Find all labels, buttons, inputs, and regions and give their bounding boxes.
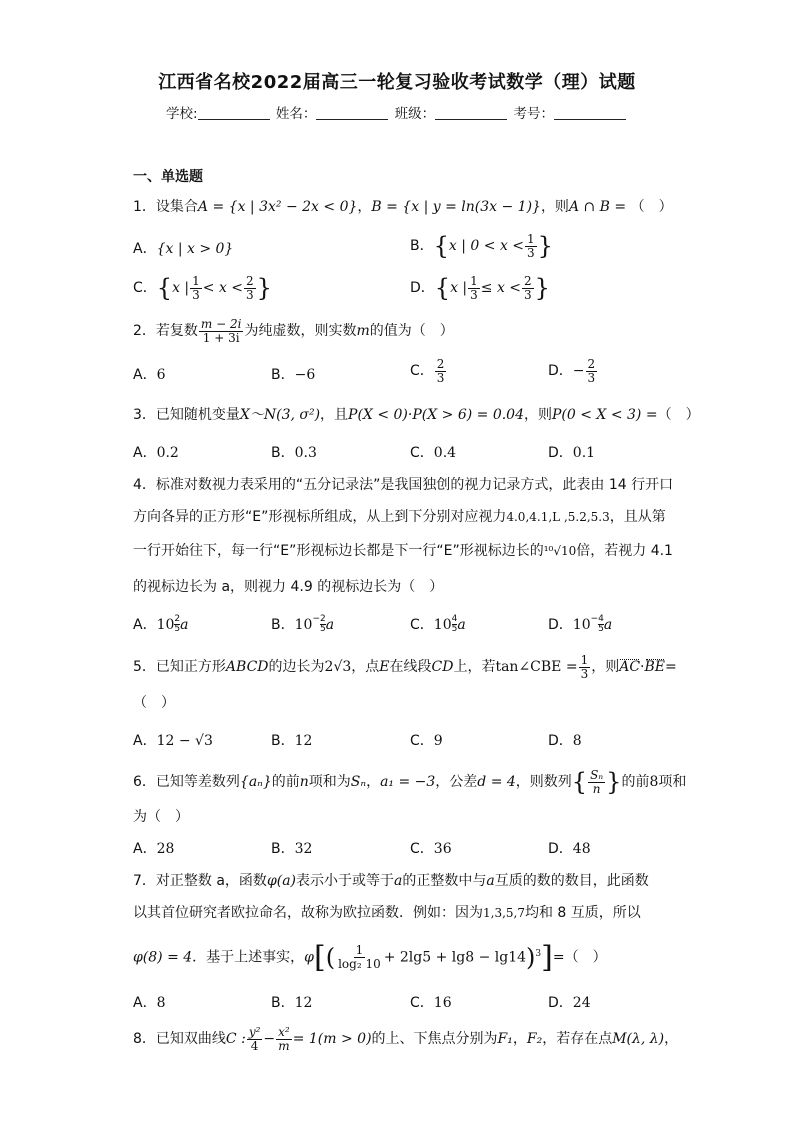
q3-option-d[interactable]: D．0.1	[548, 445, 596, 461]
question-6-line-1: 6．已知等差数列{aₙ}的前n项和为Sₙ，a₁ = −3，公差d = 4，则数列{ $\frac{\text{Sₙ}}{n}$ }的前8项和	[133, 767, 687, 796]
exam-title: 江西省名校2022届高三一轮复习验收考试数学（理）试题	[158, 72, 636, 93]
q5-option-d[interactable]: D．8	[548, 733, 582, 749]
school-label: 学校:	[166, 106, 198, 122]
q7-option-a[interactable]: A．8	[133, 995, 166, 1011]
q3-option-a[interactable]: A．0.2	[133, 445, 179, 461]
q2-option-a[interactable]: A．6	[133, 367, 166, 383]
question-4-line-4: 的视标边长为 a，则视力 4.9 的视标边长为（ ）	[133, 579, 444, 595]
name-blank[interactable]	[316, 106, 388, 120]
q4-option-a[interactable]: A．10 $\frac{2}{5}$ a	[133, 614, 189, 634]
q5-option-c[interactable]: C．9	[410, 733, 443, 749]
q5-option-a[interactable]: A．12 − √3	[133, 733, 213, 749]
q7-option-b[interactable]: B．12	[271, 995, 313, 1011]
q3-option-b[interactable]: B．0.3	[271, 445, 317, 461]
q1-option-c[interactable]: C．{x | $\frac{1}{3}$ < x < $\frac{2}{3}$ }	[133, 273, 272, 302]
class-blank[interactable]	[435, 106, 507, 120]
q7-option-c[interactable]: C．16	[410, 995, 452, 1011]
question-3-stem: 3．已知随机变量X～N(3, σ²)，且P(X < 0)·P(X > 6) = 0.04，则P(0 < X < 3) =（ ）	[133, 407, 700, 423]
set-b: B = {x | y = ln(3x − 1)}	[371, 199, 541, 215]
question-5-line-1: 5．已知正方形ABCD的边长为2√3，点E在线段CD上，若tan∠CBE = $\frac{1}{3}$ ，则AC·BE=	[133, 653, 677, 681]
number-blank[interactable]	[554, 106, 626, 120]
question-6-line-2: 为（ ）	[133, 809, 189, 825]
set-a: A = {x | 3x² − 2x < 0}	[197, 199, 358, 215]
question-4-line-1: 4．标准对数视力表采用的“五分记录法”是我国独创的视力记录方式，此表由 14 行开口	[133, 477, 674, 493]
q4-option-b[interactable]: B．10− $\frac{2}{5}$ a	[271, 614, 335, 634]
section-heading: 一、单选题	[133, 169, 203, 185]
q7-option-d[interactable]: D．24	[548, 995, 591, 1011]
q3-option-c[interactable]: C．0.4	[410, 445, 457, 461]
class-label: 班级：	[394, 106, 436, 122]
q4-option-c[interactable]: C．10 $\frac{4}{5}$ a	[410, 614, 466, 634]
q1-option-a[interactable]: A．{x | x > 0}	[133, 241, 234, 257]
question-4-line-2: 方向各异的正方形“E”形视标所组成，从上到下分别对应视力4.0,4.1,L ,5.2,5.3，且从第	[133, 509, 666, 525]
question-4-line-3: 一行开始往下，每一行“E”形视标边长都是下一行“E”形视标边长的¹⁰√10倍，若视力 4.1	[133, 543, 673, 559]
question-1-stem: 1．设集合A = {x | 3x² − 2x < 0}，B = {x | y = ln(3x − 1)}，则A ∩ B = （ ）	[133, 199, 673, 215]
question-8-line-1: 8．已知双曲线C : $\frac{\text{y²}}{4}$ − $\frac{\text{x²}}{m}$ = 1(m > 0)的上、下焦点分别为F₁，F₂，若存在点M(λ, λ)，	[133, 1025, 679, 1053]
question-7-line-3: φ(8) = 4．基于上述事实，φ[( $\frac{1}{\text{log₂ 10}}$ + 2lg5 + lg8 − lg14)$^3$]=（ ）	[133, 940, 607, 975]
name-label: 姓名：	[275, 106, 317, 122]
q6-option-b[interactable]: B．32	[271, 841, 313, 857]
q5-option-b[interactable]: B．12	[271, 733, 313, 749]
student-info-line	[0, 102, 794, 122]
number-label: 考号：	[513, 106, 554, 122]
q2-option-b[interactable]: B．−6	[271, 367, 316, 383]
question-2-stem: 2．若复数 $\frac{m - 2i}{1 + 3i}$ 为纯虚数，则实数m的值为（ ）	[133, 317, 454, 345]
school-blank[interactable]	[198, 106, 270, 120]
question-7-line-2: 以其首位研究者欧拉命名，故称为欧拉函数．例如：因为1,3,5,7均和 8 互质，所以	[133, 905, 641, 921]
q4-option-d[interactable]: D．10− $\frac{4}{5}$ a	[548, 614, 613, 634]
set-expr: A ∩ B	[568, 199, 610, 215]
q6-option-c[interactable]: C．36	[410, 841, 452, 857]
question-5-line-2: （ ）	[133, 695, 175, 711]
q2-option-c[interactable]: C． $\frac{2}{3}$	[410, 357, 445, 385]
q2-option-d[interactable]: D．− $\frac{2}{3}$	[548, 357, 596, 385]
q6-option-a[interactable]: A．28	[133, 841, 175, 857]
q1-option-d[interactable]: D．{x | $\frac{1}{3}$ ≤ x < $\frac{2}{3}$ }	[410, 273, 550, 302]
question-7-line-1: 7．对正整数 a，函数φ(a)表示小于或等于a的正整数中与a互质的数的数目，此函数	[133, 873, 649, 889]
q6-option-d[interactable]: D．48	[548, 841, 591, 857]
q1-option-b[interactable]: B．{x | 0 < x < $\frac{1}{3}$ }	[410, 231, 553, 260]
